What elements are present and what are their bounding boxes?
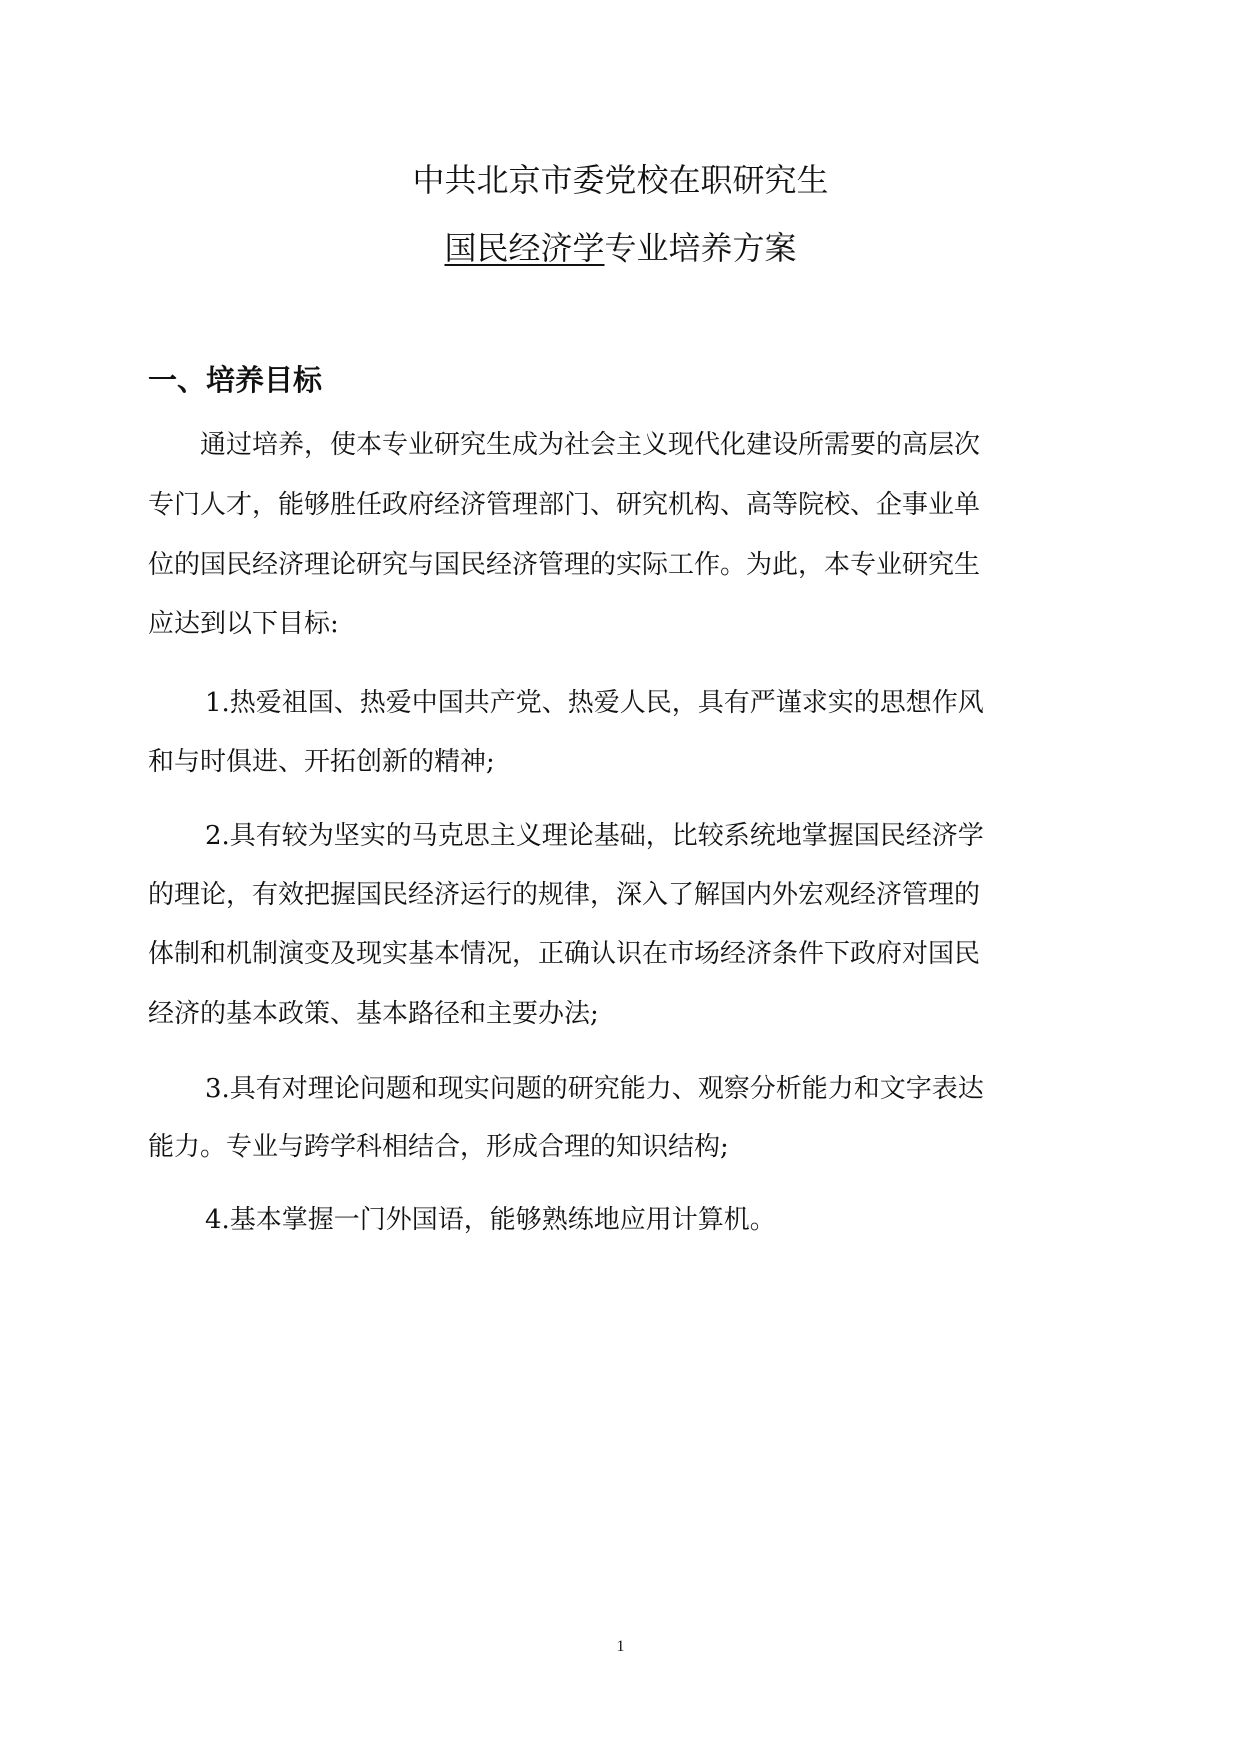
objective-3-line-2: 能力。专业与跨学科相结合，形成合理的知识结构; — [148, 1132, 729, 1162]
objective-4-line-1: 4.基本掌握一门外国语，能够熟练地应用计算机。 — [205, 1205, 776, 1235]
document-title-line-2 — [0, 228, 1241, 268]
paragraph-intro-line-4: 应达到以下目标: — [148, 609, 339, 639]
paragraph-intro-line-3: 位的国民经济理论研究与国民经济管理的实际工作。为此，本专业研究生 — [148, 550, 981, 580]
title-suffix: 专业培养方案 — [604, 229, 797, 267]
page-number: 1 — [616, 1638, 625, 1655]
section-heading-training-objectives: 一、培养目标 — [148, 363, 323, 397]
objective-1-line-2: 和与时俱进、开拓创新的精神; — [148, 747, 495, 777]
document-title-line-1: 中共北京市委党校在职研究生 — [412, 161, 829, 199]
objective-3-line-1: 3.具有对理论问题和现实问题的研究能力、观察分析能力和文字表达 — [205, 1074, 984, 1104]
objective-2-line-3: 体制和机制演变及现实基本情况，正确认识在市场经济条件下政府对国民 — [148, 939, 981, 969]
objective-2-line-2: 的理论，有效把握国民经济运行的规律，深入了解国内外宏观经济管理的 — [148, 880, 981, 910]
objective-1-line-1: 1.热爱祖国、热爱中国共产党、热爱人民，具有严谨求实的思想作风 — [205, 688, 984, 718]
objective-2-line-4: 经济的基本政策、基本路径和主要办法; — [148, 999, 599, 1029]
paragraph-intro-line-1: 通过培养，使本专业研究生成为社会主义现代化建设所需要的高层次 — [200, 430, 981, 460]
program-name: 国民经济学 — [444, 229, 605, 267]
objective-2-line-1: 2.具有较为坚实的马克思主义理论基础，比较系统地掌握国民经济学 — [205, 821, 984, 851]
paragraph-intro-line-2: 专门人才，能够胜任政府经济管理部门、研究机构、高等院校、企事业单 — [148, 490, 981, 520]
